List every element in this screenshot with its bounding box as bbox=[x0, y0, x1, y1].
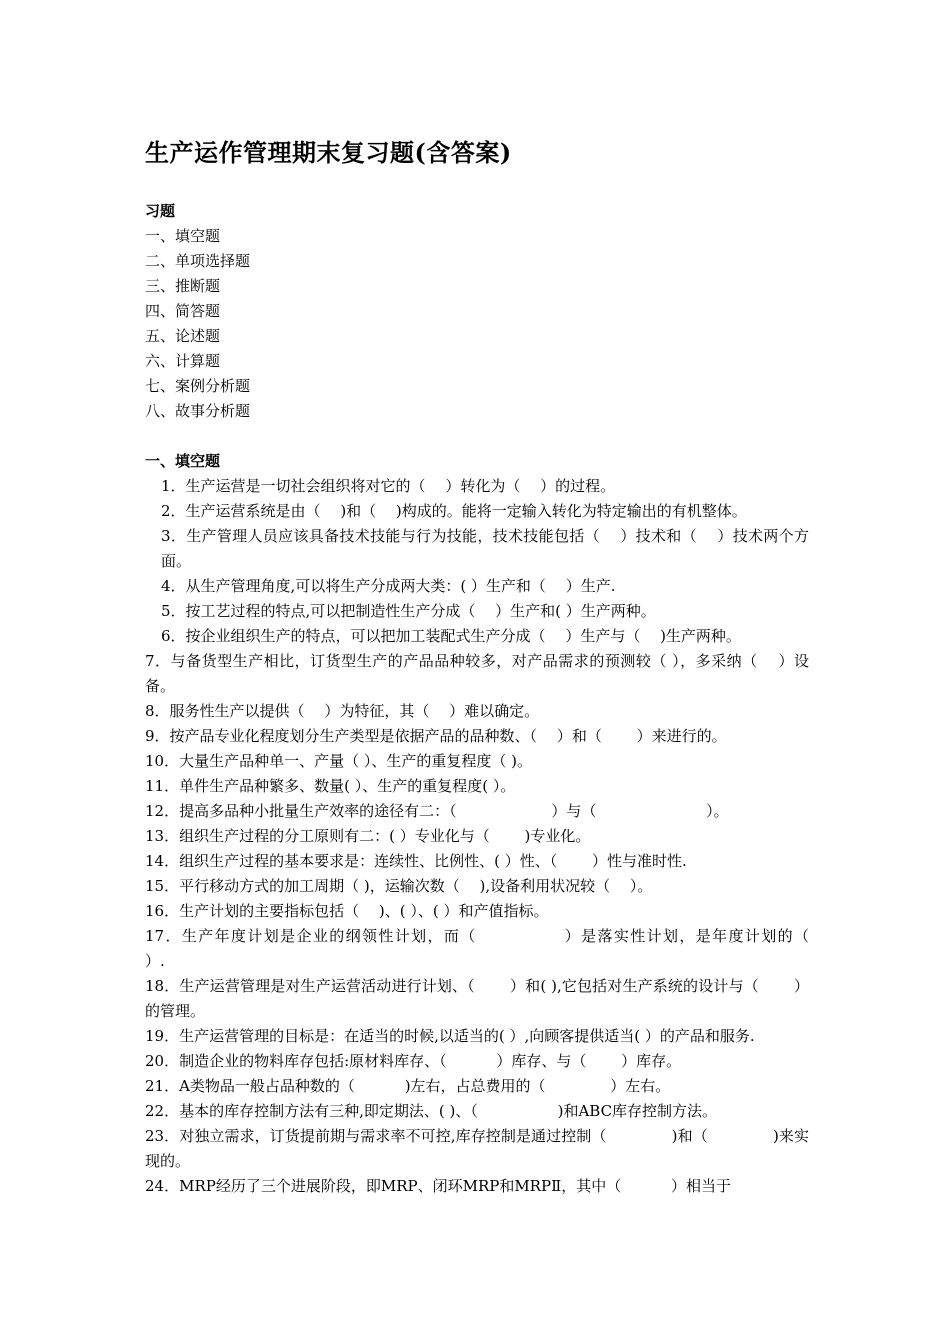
question: 8．服务性生产以提供（ ）为特征，其（ ）难以确定。 bbox=[145, 702, 540, 720]
toc-item: 四、简答题 bbox=[145, 302, 221, 320]
question: 7．与备货型生产相比，订货型生产的产品品种较多，对产品需求的预测较（ ），多采纳（ ）设备。 bbox=[145, 652, 809, 695]
question: 18．生产运营管理是对生产运营活动进行计划、（ ）和( ),它包括对生产系统的设计与（ ）的管理。 bbox=[145, 977, 809, 1020]
question: 19．生产运营管理的目标是：在适当的时候,以适当的( ）,向顾客提供适当( ）的产品和服务. bbox=[145, 1027, 755, 1045]
toc-item: 五、论述题 bbox=[145, 327, 221, 345]
toc-item: 二、单项选择题 bbox=[145, 252, 251, 270]
question: 24．MRP经历了三个进展阶段，即MRP、闭环MRP和MRPⅡ，其中（ ）相当于 bbox=[145, 1177, 732, 1195]
question: 13．组织生产过程的分工原则有二：( ）专业化与（ )专业化。 bbox=[145, 827, 591, 845]
question: 20．制造企业的物料库存包括:原材料库存、（ ）库存、与（ ）库存。 bbox=[145, 1052, 682, 1070]
toc-item: 八、故事分析题 bbox=[145, 402, 251, 420]
question: 22．基本的库存控制方法有三种,即定期法、( )、（ )和ABC库存控制方法。 bbox=[145, 1102, 718, 1120]
question: 5．按工艺过程的特点,可以把制造性生产分成（ ）生产和( ）生产两种。 bbox=[161, 602, 656, 620]
question: 12．提高多品种小批量生产效率的途径有二：（ ）与（ ）。 bbox=[145, 802, 729, 820]
question: 9．按产品专业化程度划分生产类型是依据产品的品种数、（ ）和（ ）来进行的。 bbox=[145, 727, 727, 745]
toc-heading: 习题 bbox=[145, 202, 176, 220]
toc-item: 三、推断题 bbox=[145, 277, 221, 295]
toc-item: 七、案例分析题 bbox=[145, 377, 251, 395]
question: 23．对独立需求，订货提前期与需求率不可控,库存控制是通过控制（ )和（ )来实现的。 bbox=[145, 1127, 809, 1170]
question: 15．平行移动方式的加工周期（ )，运输次数（ ),设备利用状况较（ ）。 bbox=[145, 877, 653, 895]
question-list bbox=[145, 474, 859, 1199]
document-title: 生产运作管理期末复习题(含答案) bbox=[145, 138, 512, 167]
question: 10．大量生产品种单一、产量（ ）、生产的重复程度（ )。 bbox=[145, 752, 532, 770]
toc-item: 一、填空题 bbox=[145, 227, 221, 245]
toc-list bbox=[145, 224, 809, 424]
question: 14．组织生产过程的基本要求是：连续性、比例性、( ）性、（ ）性与准时性. bbox=[145, 852, 687, 870]
question: 2．生产运营系统是由（ )和（ )构成的。能将一定输入转化为特定输出的有机整体。 bbox=[161, 502, 747, 520]
question: 3．生产管理人员应该具备技术技能与行为技能，技术技能包括（ ）技术和（ ）技术两个方面。 bbox=[161, 527, 809, 570]
question: 6．按企业组织生产的特点，可以把加工装配式生产分成（ ）生产与（ )生产两种。 bbox=[161, 627, 741, 645]
question: 21．A类物品一般占品种数的（ )左右，占总费用的（ ）左右。 bbox=[145, 1077, 671, 1095]
spacer bbox=[145, 424, 809, 449]
question: 1．生产运营是一切社会组织将对它的（ ）转化为（ ）的过程。 bbox=[161, 477, 616, 495]
document-body bbox=[145, 199, 859, 1199]
question: 4．从生产管理角度,可以将生产分成两大类：( ）生产和（ ）生产. bbox=[161, 577, 616, 595]
section-heading-fill-blank: 一、填空题 bbox=[145, 452, 221, 470]
question: 11．单件生产品种繁多、数量( ）、生产的重复程度( ）。 bbox=[145, 777, 516, 795]
question: 17．生产年度计划是企业的纲领性计划，而（ ）是落实性计划，是年度计划的（ ）. bbox=[145, 927, 859, 970]
toc-item: 六、计算题 bbox=[145, 352, 221, 370]
question: 16．生产计划的主要指标包括（ )、( ）、( ）和产值指标。 bbox=[145, 902, 549, 920]
